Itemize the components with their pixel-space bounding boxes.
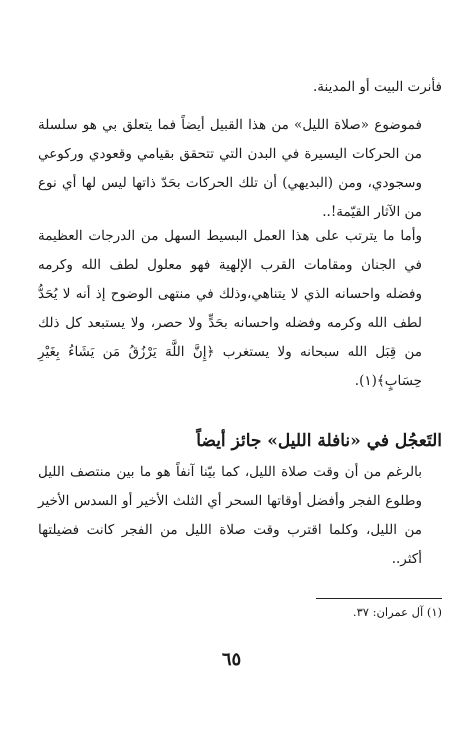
footnote: (١) آل عمران: ٣٧.: [352, 605, 442, 619]
paragraph-divine-grace: [38, 222, 442, 396]
paragraph-continuation: [38, 73, 442, 102]
paragraph-2: فموضوع «صلاة الليل» من هذا القبيل أيضاً فما يتعلق بي هو سلسلة من الحركات اليسيرة في البدن التي تتحقق بقيامي وقعودي وركوعي وسجودي، ومن (البديهي) أن تلك الحركات بحَدّ ذاتها ليس لها أي نوع من الآثار القيّمة!..: [38, 117, 422, 220]
section-heading: التَعجُل في «نافلة الليل» جائز أيضاً: [196, 431, 442, 451]
page-number: ٦٥: [221, 649, 242, 670]
paragraph-4: بالرغم من أن وقت صلاة الليل، كما بيّنا آنفاً هو ما بين منتصف الليل وطلوع الفجر وأفضل أوقاتها السحر أي الثلث الأخير أو السدس الأخير من الليل، وكلما اقترب وقت صلاة الليل من الفجر كانت فضيلتها أكثر..: [38, 464, 422, 567]
footnote-divider: [316, 598, 442, 599]
paragraph-night-prayer-time: [38, 458, 442, 574]
paragraph-3: وأما ما يترتب على هذا العمل البسيط السهل من الدرجات العظيمة في الجنان ومقامات القرب الإلهية فهو معلول لطف الله وكرمه وفضله واحسانه الذي لا يتناهي،وذلك في منتهى الوضوح إذ أنه لا يُحَدُّ لطف الله وكرمه وفضله واحسانه بحَدٍّ ولا حصر، ولا يستبعد كل ذلك من قِبَل الله سبحانه ولا يستغرب ﴿إِنَّ اللَّهَ يَرْزُقُ مَن يَشَاءُ بِغَيْرِ حِسَابٍ﴾(١).: [38, 228, 422, 389]
paragraph-prayer-movements: [38, 111, 442, 227]
paragraph-1: فأنرت البيت أو المدينة.: [312, 79, 442, 95]
